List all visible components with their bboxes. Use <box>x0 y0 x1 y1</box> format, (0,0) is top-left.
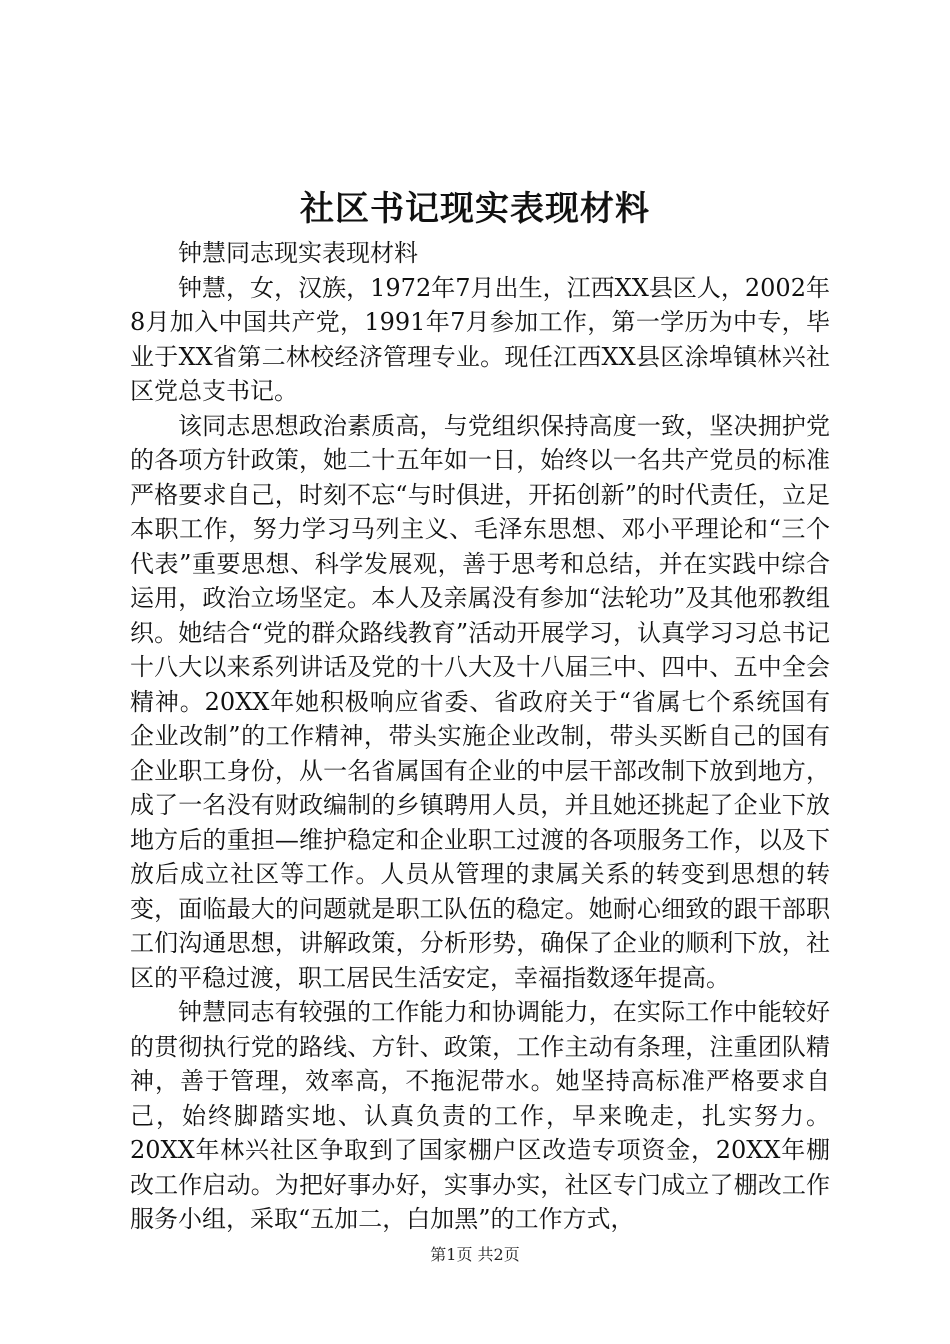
paragraph-subtitle: 钟慧同志现实表现材料 <box>178 239 418 267</box>
document-body <box>130 236 830 1237</box>
paragraph-ability: 钟慧同志有较强的工作能力和协调能力，在实际工作中能较好的贯彻执行党的路线、方针、政策，工作主动有条理，注重团队精神，善于管理，效率高，不拖泥带水。她坚持高标准严格要求自己，始终脚踏实地、认真负责的工作，早来晚走，扎实努力。20XX年林兴社区争取到了国家棚户区改造专项资金，20XX年棚改工作启动。为把好事办好，实事办实，社区专门成立了棚改工作服务小组，采取“五加二，白加黑”的工作方式， <box>130 998 830 1233</box>
document-title: 社区书记现实表现材料 <box>300 189 650 229</box>
page-footer: 第1页 共2页 <box>430 1245 520 1264</box>
paragraph-political: 该同志思想政治素质高，与党组织保持高度一致，坚决拥护党的各项方针政策，她二十五年如一日，始终以一名共产党员的标准严格要求自己，时刻不忘“与时俱进，开拓创新”的时代责任，立足本职工作，努力学习马列主义、毛泽东思想、邓小平理论和“三个代表”重要思想、科学发展观，善于思考和总结，并在实践中综合运用，政治立场坚定。本人及亲属没有参加“法轮功”及其他邪教组织。她结合“党的群众路线教育”活动开展学习，认真学习习总书记十八大以来系列讲话及党的十八大及十八届三中、四中、五中全会精神。20XX年她积极响应省委、省政府关于“省属七个系统国有企业改制”的工作精神，带头实施企业改制，带头买断自己的国有企业职工身份，从一名省属国有企业的中层干部改制下放到地方，成了一名没有财政编制的乡镇聘用人员，并且她还挑起了企业下放地方后的重担—维护稳定和企业职工过渡的各项服务工作，以及下放后成立社区等工作。人员从管理的隶属关系的转变到思想的转变，面临最大的问题就是职工队伍的稳定。她耐心细致的跟干部职工们沟通思想，讲解政策，分析形势，确保了企业的顺利下放，社区的平稳过渡，职工居民生活安定，幸福指数逐年提高。 <box>130 411 830 992</box>
paragraph-bio: 钟慧，女，汉族，1972年7月出生，江西XX县区人，2002年8月加入中国共产党，1991年7月参加工作，第一学历为中专，毕业于XX省第二林校经济管理专业。现任江西XX县区涂埠镇林兴社区党总支书记。 <box>130 273 830 405</box>
